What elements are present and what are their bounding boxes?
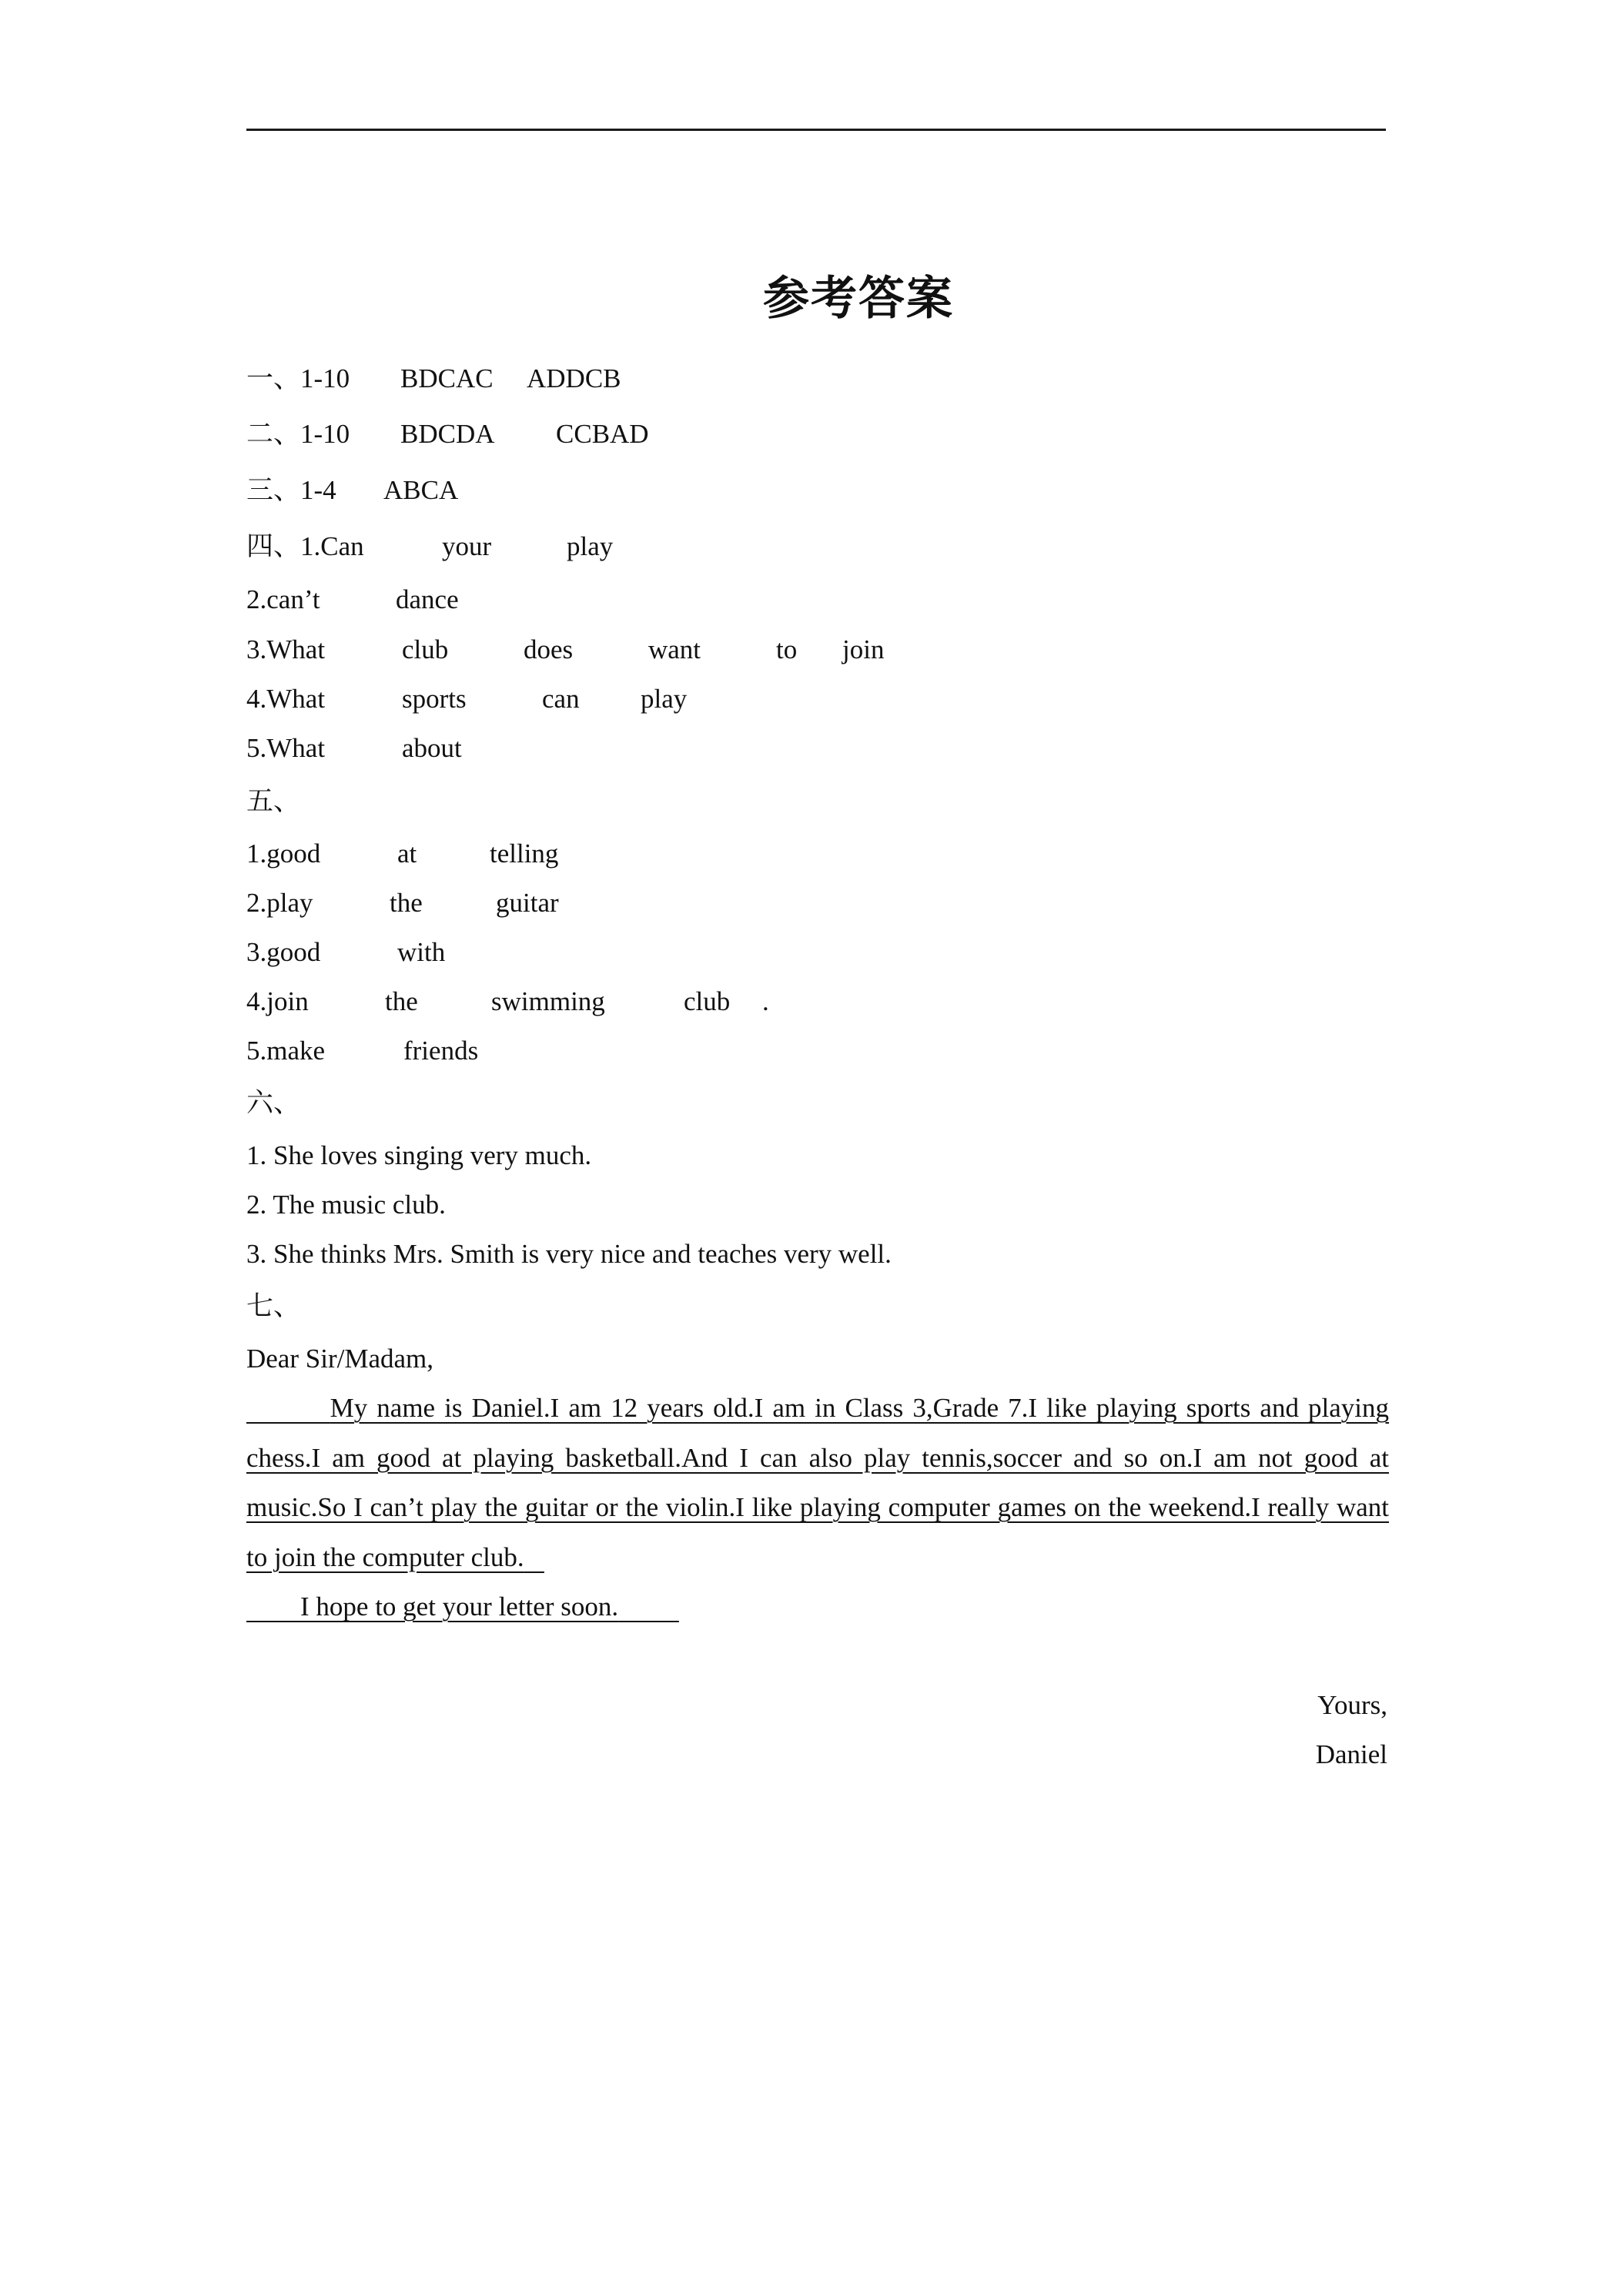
answer-word: telling (490, 838, 559, 869)
answer-word: your (442, 531, 492, 561)
answer-word: about (402, 733, 462, 763)
answer-word: swimming (491, 986, 605, 1016)
answer-word: the (385, 986, 418, 1016)
answer-word: to (776, 634, 798, 664)
section-2-answers-a: BDCDA (400, 419, 495, 449)
answer-word: 1.good (246, 838, 321, 869)
section-1-answers-a: BDCAC (400, 363, 494, 393)
answer-word: with (397, 937, 446, 967)
letter-signature: Daniel (1315, 1739, 1387, 1769)
answer-word: the (390, 888, 423, 918)
letter-body-text: My name is Daniel.I am 12 years old.I am in Class 3,Grade 7.I like playing sports and playing chess.I am good at playing basketball.And I can also play tennis,soccer and so on.I am not good at music.So I can’t play the guitar or the violin.I like playing computer games on the weekend.I really want to join the computer club. (246, 1393, 1390, 1572)
closing-indent (246, 1591, 300, 1622)
letter-closing-line (246, 1593, 679, 1620)
section-6-answer-1: 1. She loves singing very much. (246, 1140, 592, 1170)
closing-text: I hope to get your letter soon. (300, 1591, 619, 1622)
section-1-answers-b: ADDCB (527, 363, 621, 393)
answer-word: friends (403, 1036, 479, 1066)
section-7-label: 七、 (246, 1291, 301, 1321)
section-1-label: 一、1-10 (246, 363, 350, 393)
answer-word: 5.What (246, 733, 326, 763)
letter-signoff: Yours, (1317, 1690, 1387, 1720)
answer-word: sports (402, 684, 467, 714)
header-rule (246, 129, 1386, 131)
answer-word: play (567, 531, 614, 561)
answer-word: 2.play (246, 888, 313, 918)
answer-word: 4.join (246, 986, 309, 1016)
answer-word: does (524, 634, 574, 664)
section-3-answers: ABCA (383, 475, 459, 505)
letter-greeting: Dear Sir/Madam, (246, 1344, 433, 1374)
letter-body-tail (524, 1542, 544, 1572)
answer-word: at (397, 838, 417, 869)
answer-word: 3.What (246, 634, 326, 664)
page-title: 参考答案 (763, 272, 954, 326)
answer-word: play (641, 684, 688, 714)
answer-word: 3.good (246, 937, 321, 967)
answer-word: want (648, 634, 701, 664)
answer-word: club (684, 986, 731, 1016)
answer-word: can (542, 684, 580, 714)
section-6-answer-2: 2. The music club. (246, 1190, 446, 1220)
section-3-label: 三、1-4 (246, 475, 336, 505)
section-6-answer-3: 3. She thinks Mrs. Smith is very nice and teaches very well. (246, 1239, 892, 1269)
answer-word: dance (396, 584, 459, 614)
answer-word: 2.can’t (246, 584, 320, 614)
letter-body (246, 1384, 1389, 1582)
answer-word: club (402, 634, 449, 664)
section-6-label: 六、 (246, 1088, 301, 1118)
answer-word: 4.What (246, 684, 326, 714)
section-2-label: 二、1-10 (246, 419, 350, 449)
letter-body-indent (246, 1393, 330, 1423)
closing-tail (618, 1591, 679, 1622)
section-4-label: 四、1.Can (246, 531, 364, 561)
section-2-answers-b: CCBAD (556, 419, 649, 449)
section-5-label: 五、 (246, 786, 301, 816)
answer-word: . (762, 986, 769, 1016)
answer-word: 5.make (246, 1036, 326, 1066)
answer-word: guitar (496, 888, 559, 918)
answer-word: join (842, 634, 885, 664)
